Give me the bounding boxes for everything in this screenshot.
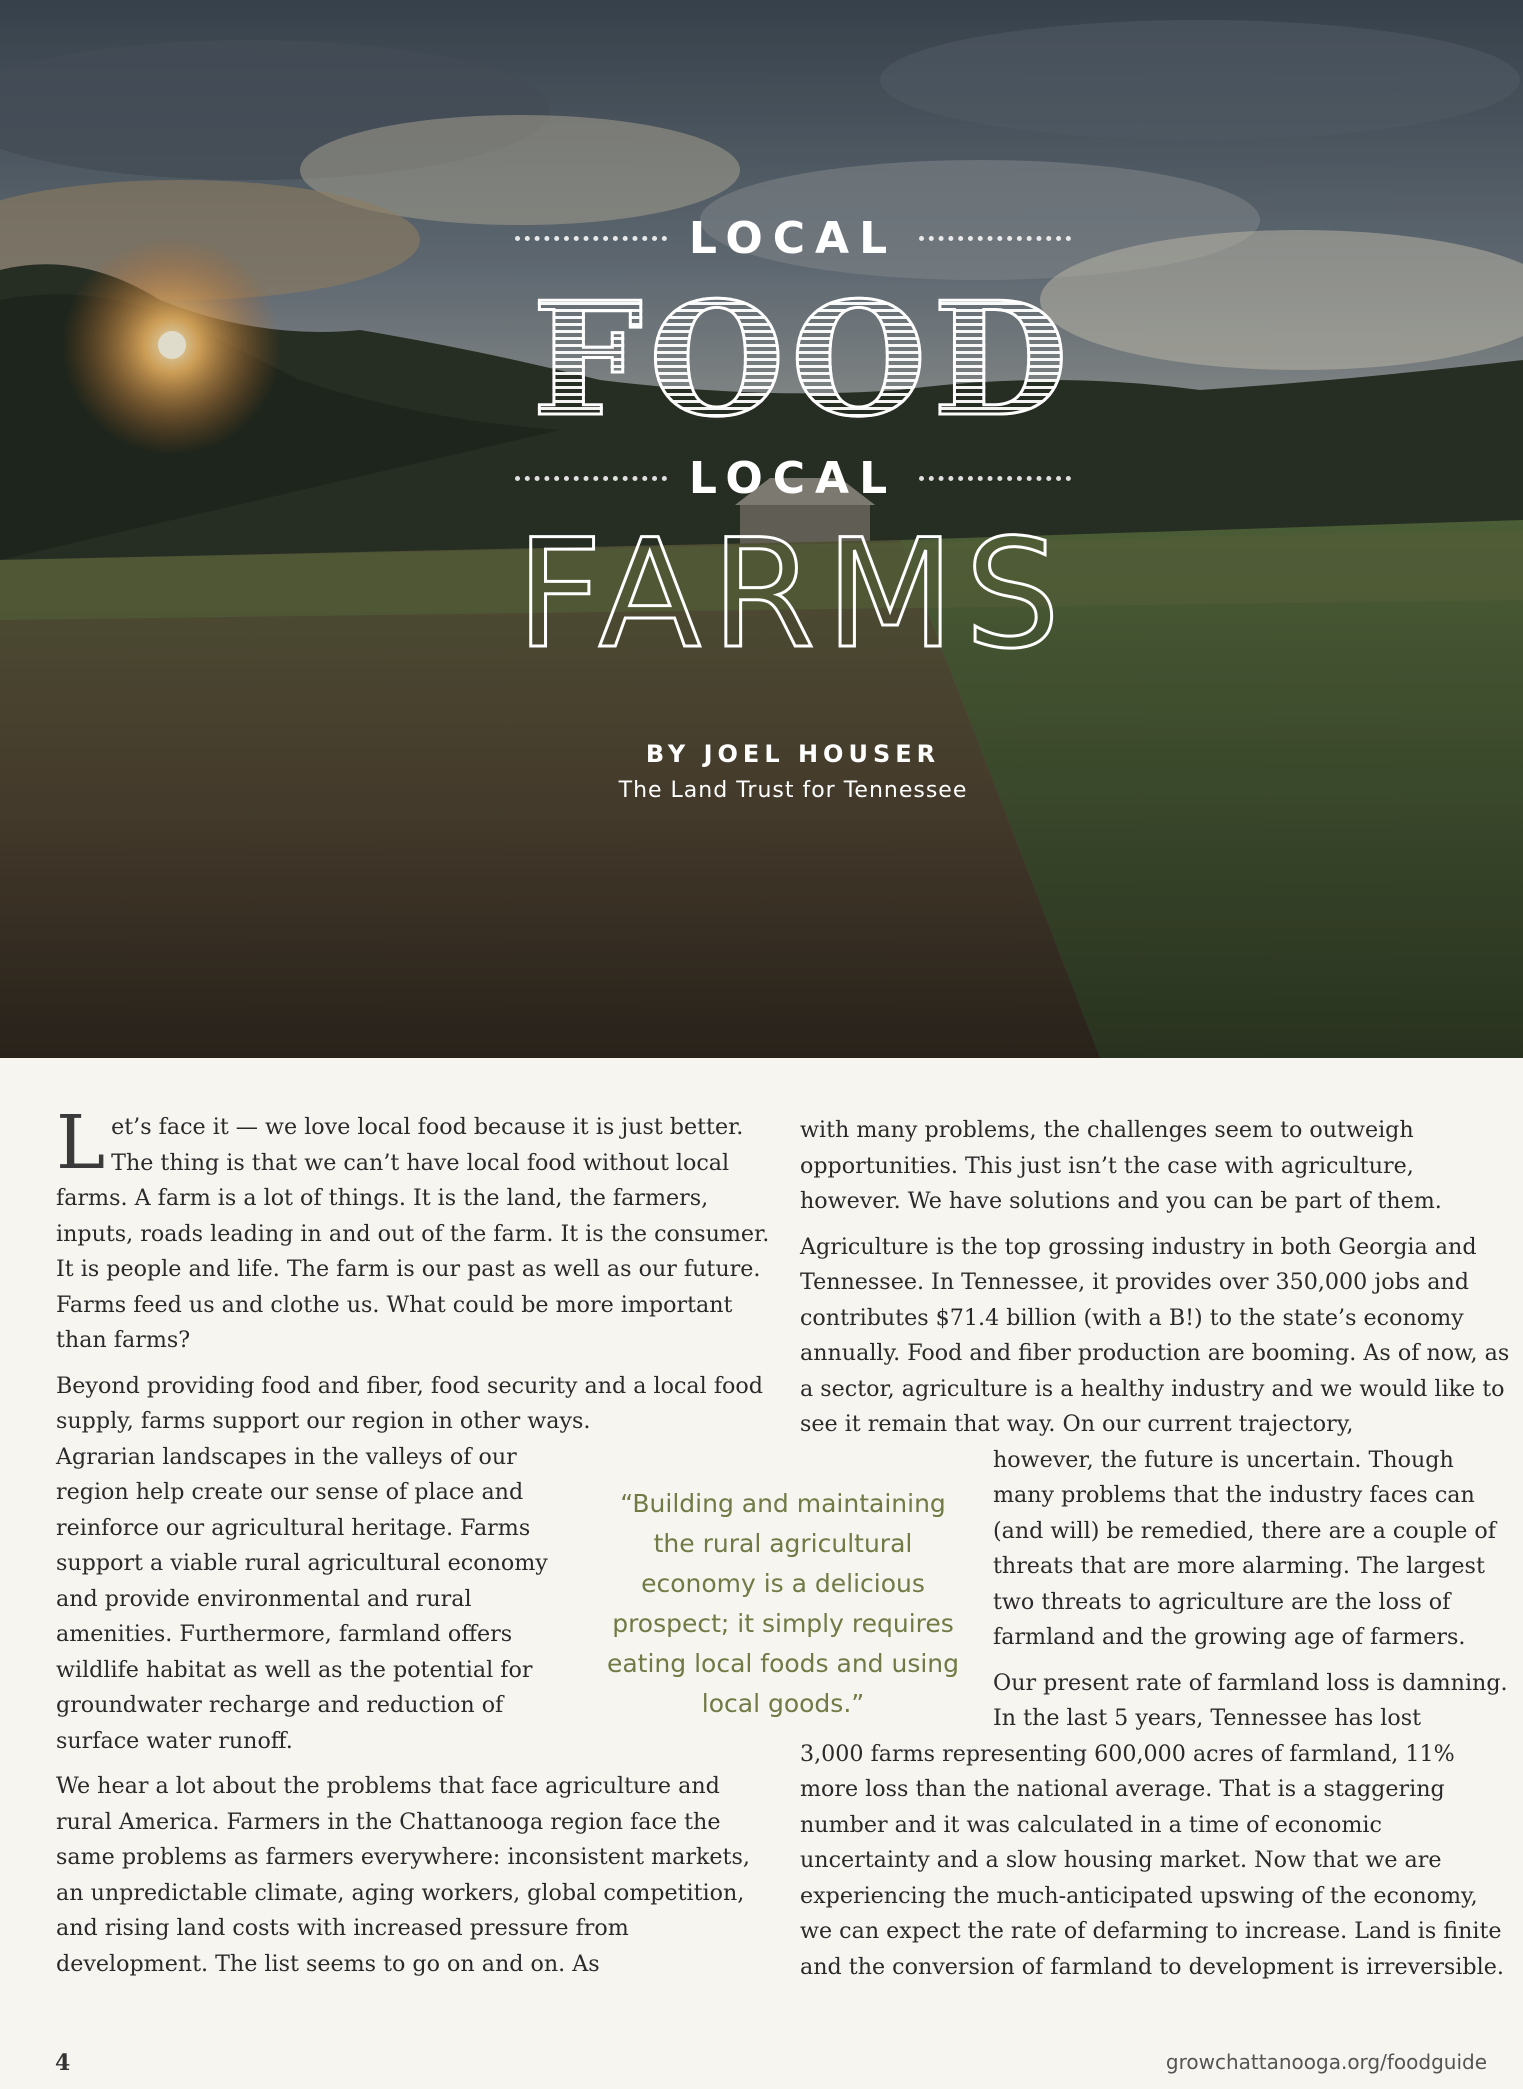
dotted-rule xyxy=(515,236,667,241)
paragraph-beyond: Beyond providing food and fiber, food security and a local food supply, farms support our region in other ways. xyxy=(56,1372,763,1434)
title-food: FOOD xyxy=(493,282,1113,438)
author-affiliation: The Land Trust for Tennessee xyxy=(618,778,968,803)
byline: BY JOEL HOUSER xyxy=(645,740,941,768)
article-right-column xyxy=(800,1113,1510,1995)
local-top-row xyxy=(493,208,1093,268)
paragraph-loss-lead: Our present rate of farmland loss is damning. In the last 5 years, Tennessee has lost xyxy=(993,1669,1508,1731)
paragraph-economy: Agriculture is the top grossing industry in both Georgia and Tennessee. In Tennessee, it provides over 350,000 jobs and contributes $71.4 billion (with a B!) to the state’s economy annually. Food and fiber production are booming. As of now, as a sector, agriculture is a healthy industry and we would like to see it remain that way. On our current trajectory, xyxy=(800,1233,1510,1437)
paragraph-threats: however, the future is uncertain. Though many problems that the industry faces can (and will) be remedied, there are a couple of threats that are more alarming. The largest two threats to agriculture are the loss of farmland and the growing age of farmers. xyxy=(993,1446,1496,1650)
title-farms: FARMS xyxy=(516,508,1070,682)
dotted-rule xyxy=(919,236,1071,241)
paragraph-problems: We hear a lot about the problems that face agriculture and rural America. Farmers in the Chattanooga region face the same problems as farmers everywhere: inconsistent markets, an unpredictable climate, aging workers, global competition, and rising land costs with increased pressure from development. The list seems to go on and on. As xyxy=(56,1773,750,1977)
title-local-top: LOCAL xyxy=(688,212,898,264)
title-local-bottom: LOCAL xyxy=(688,452,898,504)
paragraph-intro: Let’s face it — we love local food because it is just better. The thing is that we can’t have local food without local farms. A farm is a lot of things. It is the land, the farmers, inputs, roads leading in and out of the farm. It is the consumer. It is people and life. The farm is our past as well as our future. Farms feed us and clothe us. What could be more important than farms? xyxy=(56,1100,770,1353)
footer-url: growchattanooga.org/foodguide xyxy=(1165,2050,1487,2074)
pull-quote: “Building and maintaining the rural agricultural economy is a delicious prospect; it simply requires eating local foods and using local goods.” xyxy=(606,1489,960,1718)
local-bottom-row xyxy=(493,448,1093,508)
dotted-rule xyxy=(515,476,667,481)
dotted-rule xyxy=(919,476,1071,481)
page-number: 4 xyxy=(55,2050,71,2076)
paragraph-solutions: with many problems, the challenges seem to outweigh opportunities. This just isn’t the case with agriculture, however. We have solutions and you can be part of them. xyxy=(800,1117,1442,1214)
paragraph-agrarian: Agrarian landscapes in the valleys of our region help create our sense of place and reinforce our agricultural heritage. Farms support a viable rural agricultural economy and provide environmental and rural amenities. Furthermore, farmland offers wildlife habitat as well as the potential for groundwater recharge and reduction of surface water runoff. xyxy=(56,1443,548,1754)
paragraph-loss: 3,000 farms representing 600,000 acres of farmland, 11% more loss than the national average. That is a staggering number and it was calculated in a time of economic uncertainty and a slow housing market. Now that we are experiencing the much-anticipated upswing of the economy, we can expect the rate of defarming to increase. Land is finite and the conversion of farmland to development is irreversible. xyxy=(800,1740,1504,1980)
drop-cap: L xyxy=(56,1100,106,1186)
